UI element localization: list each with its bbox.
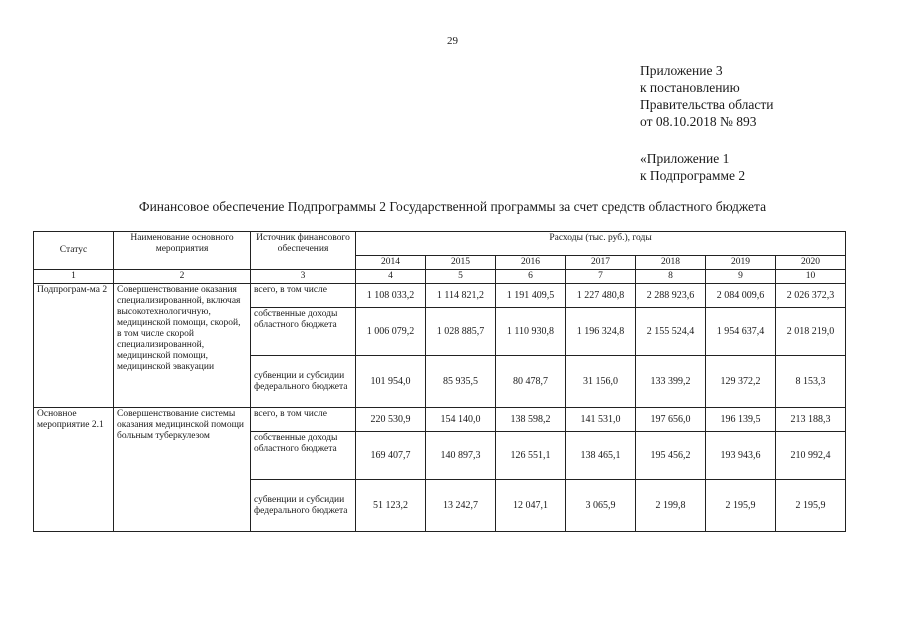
column-index: 1 — [34, 270, 114, 284]
value-cell: 12 047,1 — [496, 480, 566, 532]
column-index: 6 — [496, 270, 566, 284]
value-cell: 196 139,5 — [706, 408, 776, 432]
value-cell: 210 992,4 — [776, 432, 846, 480]
column-index: 3 — [251, 270, 356, 284]
value-cell: 2 288 923,6 — [636, 284, 706, 308]
column-index: 4 — [356, 270, 426, 284]
value-cell: 2 018 219,0 — [776, 308, 846, 356]
table-row — [34, 284, 846, 308]
header-year: 2019 — [706, 256, 776, 270]
page-number: 29 — [447, 35, 458, 47]
header-year: 2020 — [776, 256, 846, 270]
value-cell: 193 943,6 — [706, 432, 776, 480]
header-year: 2015 — [426, 256, 496, 270]
value-cell: 80 478,7 — [496, 356, 566, 408]
header-year: 2018 — [636, 256, 706, 270]
value-cell: 140 897,3 — [426, 432, 496, 480]
value-cell: 2 084 009,6 — [706, 284, 776, 308]
appendix-line: к постановлению — [640, 80, 740, 95]
value-cell: 1 006 079,2 — [356, 308, 426, 356]
source-cell: всего, в том числе — [251, 284, 356, 308]
source-cell: собственные доходы областного бюджета — [251, 308, 356, 356]
header-year: 2016 — [496, 256, 566, 270]
value-cell: 197 656,0 — [636, 408, 706, 432]
measure-cell: Совершенствование системы оказания медицинской помощи больным туберкулезом — [114, 408, 251, 532]
value-cell: 126 551,1 — [496, 432, 566, 480]
table-row — [34, 408, 846, 432]
value-cell: 13 242,7 — [426, 480, 496, 532]
value-cell: 2 195,9 — [776, 480, 846, 532]
value-cell: 129 372,2 — [706, 356, 776, 408]
value-cell: 1 028 885,7 — [426, 308, 496, 356]
value-cell: 141 531,0 — [566, 408, 636, 432]
value-cell: 1 196 324,8 — [566, 308, 636, 356]
value-cell: 195 456,2 — [636, 432, 706, 480]
value-cell: 1 191 409,5 — [496, 284, 566, 308]
value-cell: 220 530,9 — [356, 408, 426, 432]
header-expenses: Расходы (тыс. руб.), годы — [356, 232, 846, 256]
status-cell: Основное мероприятие 2.1 — [34, 408, 114, 532]
source-cell: субвенции и субсидии федерального бюджета — [251, 480, 356, 532]
value-cell: 2 155 524,4 — [636, 308, 706, 356]
appendix-line: от 08.10.2018 № 893 — [640, 114, 757, 129]
value-cell: 2 195,9 — [706, 480, 776, 532]
appendix-line: Приложение 3 — [640, 63, 723, 78]
status-cell: Подпрограм-ма 2 — [34, 284, 114, 408]
column-index: 5 — [426, 270, 496, 284]
header-year: 2014 — [356, 256, 426, 270]
appendix-reference — [640, 150, 745, 184]
value-cell: 213 188,3 — [776, 408, 846, 432]
document-title: Финансовое обеспечение Подпрограммы 2 Государственной программы за счет средств областного бюджета — [138, 199, 767, 214]
source-cell: субвенции и субсидии федерального бюджета — [251, 356, 356, 408]
value-cell: 8 153,3 — [776, 356, 846, 408]
column-index: 10 — [776, 270, 846, 284]
source-cell: всего, в том числе — [251, 408, 356, 432]
value-cell: 138 598,2 — [496, 408, 566, 432]
value-cell: 85 935,5 — [426, 356, 496, 408]
header-source: Источник финансового обеспечения — [251, 232, 356, 270]
value-cell: 138 465,1 — [566, 432, 636, 480]
value-cell: 3 065,9 — [566, 480, 636, 532]
value-cell: 1 954 637,4 — [706, 308, 776, 356]
header-measure: Наименование основного мероприятия — [114, 232, 251, 270]
header-year: 2017 — [566, 256, 636, 270]
appendix-ref-line: «Приложение 1 — [640, 151, 730, 166]
value-cell: 154 140,0 — [426, 408, 496, 432]
measure-cell: Совершенствование оказания специализированной, включая высокотехнологичную, медицинской помощи, скорой, в том числе скорой специализированной, медицинской помощи, медицинской эвакуации — [114, 284, 251, 408]
value-cell: 169 407,7 — [356, 432, 426, 480]
column-index: 2 — [114, 270, 251, 284]
column-index: 9 — [706, 270, 776, 284]
appendix-header — [640, 62, 773, 130]
value-cell: 31 156,0 — [566, 356, 636, 408]
value-cell: 101 954,0 — [356, 356, 426, 408]
financing-table — [33, 231, 846, 532]
value-cell: 133 399,2 — [636, 356, 706, 408]
value-cell: 51 123,2 — [356, 480, 426, 532]
value-cell: 1 108 033,2 — [356, 284, 426, 308]
source-cell: собственные доходы областного бюджета — [251, 432, 356, 480]
column-index: 8 — [636, 270, 706, 284]
header-status: Статус — [34, 232, 114, 270]
value-cell: 2 199,8 — [636, 480, 706, 532]
value-cell: 1 110 930,8 — [496, 308, 566, 356]
appendix-ref-line: к Подпрограмме 2 — [640, 168, 746, 183]
appendix-line: Правительства области — [640, 97, 774, 112]
value-cell: 1 227 480,8 — [566, 284, 636, 308]
value-cell: 2 026 372,3 — [776, 284, 846, 308]
column-index: 7 — [566, 270, 636, 284]
value-cell: 1 114 821,2 — [426, 284, 496, 308]
